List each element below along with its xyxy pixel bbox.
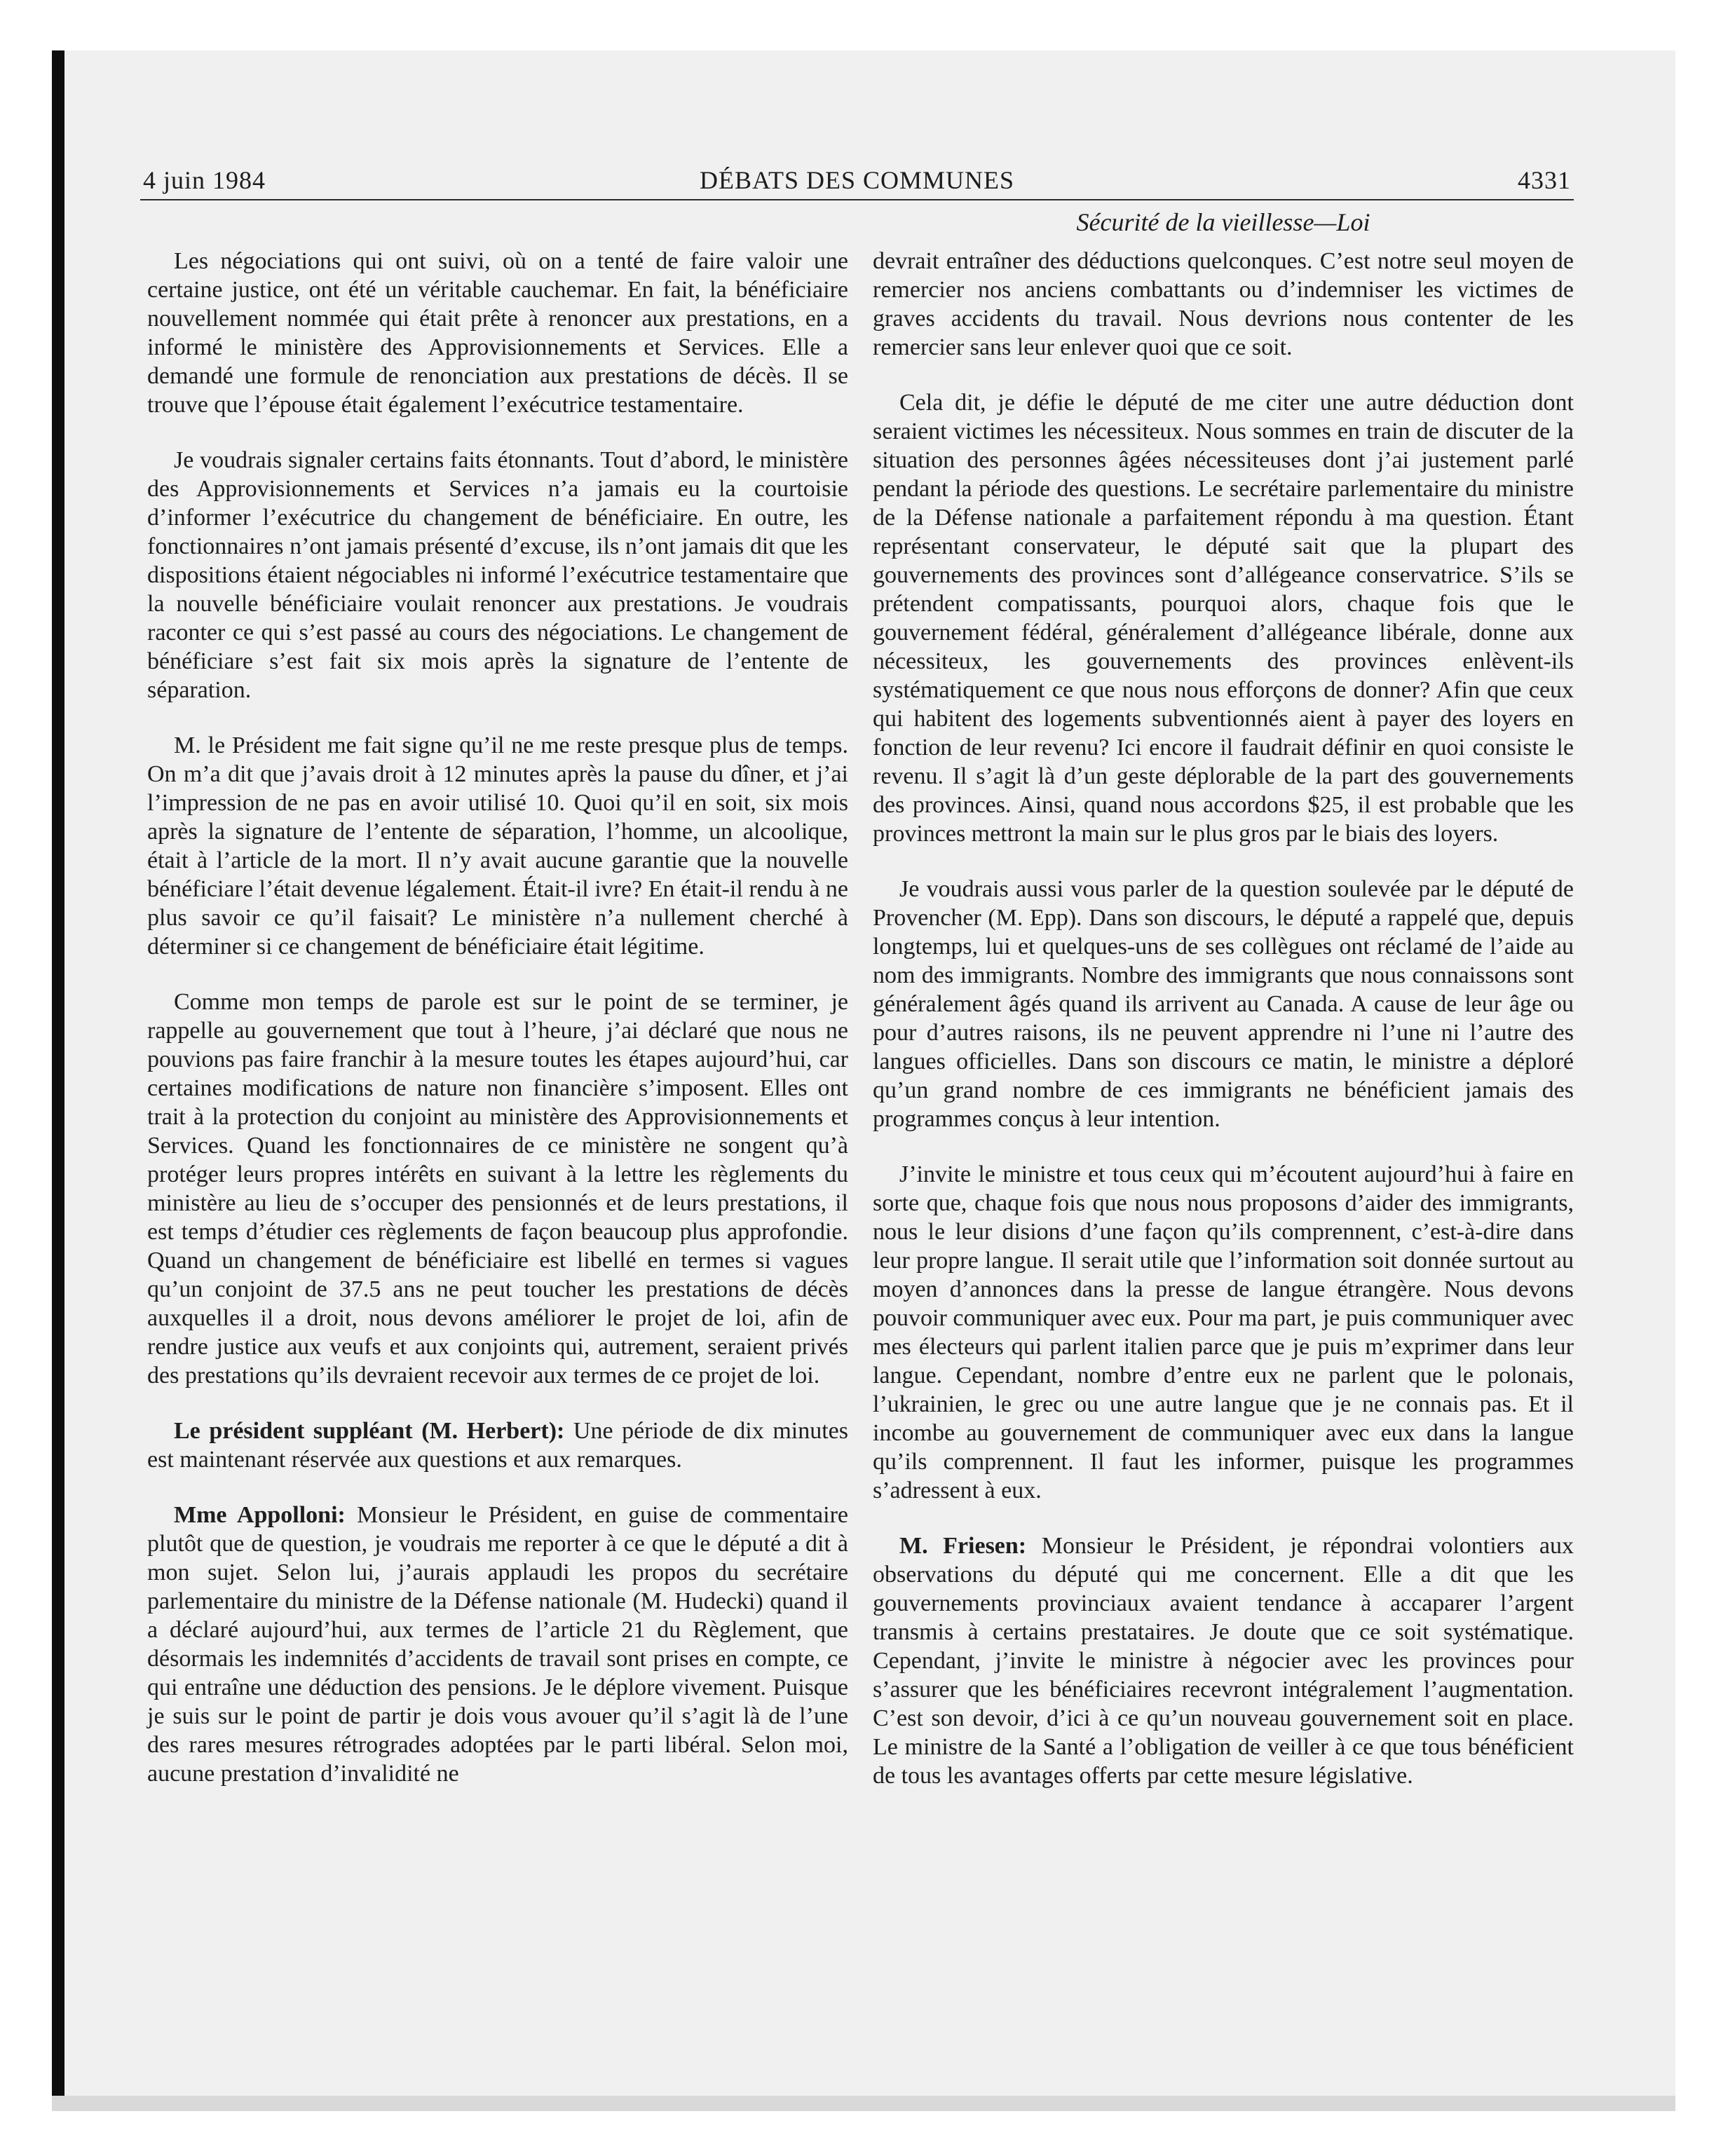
speaker-name: Le président suppléant (M. Herbert): bbox=[174, 1418, 565, 1444]
scan-dark-edge bbox=[52, 50, 64, 2110]
paragraph: Cela dit, je défie le député de me citer une autre déduction dont seraient victimes les nécessiteux. Nous sommes en train de discuter de la situation des personnes âgées nécessiteuses dont j’ai justement parlé pendant la période des questions. Le secrétaire parlementaire du ministre de la Défense nationale a parfaitement répondu à ma question. Étant représentant conservateur, le député sait que la plupart des gouvernements des provinces sont d’allégeance conservatrice. S’ils se prétendent compatissants, pourquoi alors, chaque fois que le gouvernement fédéral, généralement d’allégeance libérale, donne aux nécessiteux, les gouvernements des provinces enlèvent-ils systématiquement ce que nous nous efforçons de donner? Afin que ceux qui habitent des logements subventionnés aient à payer des loyers en fonction de leur revenu? Ici encore il faudrait définir en quoi consiste le revenu. Il s’agit là d’un geste déplorable de la part des gouvernements des provinces. Ainsi, quand nous accordons $25, il est probable que les provinces mettront la main sur le plus gros par le biais des loyers. bbox=[873, 390, 1574, 847]
left-column bbox=[147, 247, 848, 1815]
paragraph bbox=[147, 1501, 848, 1788]
paragraph bbox=[873, 1531, 1574, 1790]
paragraph bbox=[147, 1417, 848, 1474]
speaker-name: M. Friesen: bbox=[899, 1533, 1027, 1559]
section-title: Sécurité de la vieillesse—Loi bbox=[1076, 208, 1370, 236]
paragraph: Comme mon temps de parole est sur le point de se terminer, je rappelle au gouvernement que tout à l’heure, j’ai déclaré que nous ne pouvions pas faire franchir à la mesure toutes les étapes aujourd’hui, car certaines modifications de nature non financière s’imposent. Elles ont trait à la protection du conjoint au ministère des Approvisionnements et Services. Quand les fonctionnaires de ce ministère ne songent qu’à protéger leurs propres intérêts en suivant à la lettre les règlements du ministère au lieu de s’occuper des pensionnés et de leurs prestations, il est temps d’étudier ces règlements de façon beaucoup plus approfondie. Quand un changement de bénéficiaire est libellé en termes si vagues qu’un conjoint de 37.5 ans ne peut toucher les prestations de décès auxquelles il a droit, nous devons améliorer le projet de loi, afin de rendre justice aux veufs et aux conjoints qui, autrement, seraient privés des prestations qu’ils devraient recevoir aux termes de ce projet de loi. bbox=[147, 989, 848, 1389]
paragraph: M. le Président me fait signe qu’il ne me reste presque plus de temps. On m’a dit que j’avais droit à 12 minutes après la pause du dîner, et j’ai l’impression de ne pas en avoir utilisé 10. Quoi qu’il en soit, six mois après la signature de l’entente de séparation, l’homme, un alcoolique, était à l’article de la mort. Il n’y avait aucune garantie que la nouvelle bénéficiare l’était devenue légalement. Était-il ivre? En était-il rendu à ne plus savoir ce qu’il faisait? Le ministère n’a nullement cherché à déterminer si ce changement de bénéficiaire était légitime. bbox=[147, 732, 848, 960]
speech-text: Une période de dix minutes est maintenant réservée aux questions et aux remarques. bbox=[147, 1418, 848, 1473]
speaker-name: Mme Appolloni: bbox=[174, 1502, 346, 1528]
right-column bbox=[873, 247, 1574, 1817]
header-date: 4 juin 1984 bbox=[143, 166, 266, 194]
paragraph: Les négociations qui ont suivi, où on a tenté de faire valoir une certaine justice, ont été un véritable cauchemar. En fait, la bénéficiaire nouvellement nommée qui était prête à renoncer aux prestations, en a informé le ministère des Approvisionnements et Services. Elle a demandé une formule de renonciation aux prestations de décès. Il se trouve que l’épouse était également l’exécutrice testamentaire. bbox=[147, 248, 848, 418]
speech-text: Monsieur le Président, je répondrai volontiers aux observations du député qui me concernent. Elle a dit que les gouvernements provinciaux avaient tendance à accaparer l’argent transmis à certains prestataires. Je doute que ce soit systématique. Cependant, j’invite le ministre à négocier avec les provinces pour s’assurer que les bénéficiaires recevront intégralement l’augmentation. C’est son devoir, d’ici à ce qu’un nouveau gouvernement soit en place. Le ministre de la Santé a l’obligation de veiller à ce que tous bénéficient de tous les avantages offerts par cette mesure législative. bbox=[873, 1533, 1574, 1789]
header-publication: DÉBATS DES COMMUNES bbox=[699, 166, 1015, 194]
paragraph: Je voudrais signaler certains faits étonnants. Tout d’abord, le ministère des Approvisionnements et Services n’a jamais eu la courtoisie d’informer l’exécutrice du changement de bénéficiaire. En outre, les fonctionnaires n’ont jamais présenté d’excuse, ils n’ont jamais dit que les dispositions étaient négociables ni informé l’exécutrice testamentaire que la nouvelle bénéficiaire voulait renoncer aux prestations. Je voudrais raconter ce qui s’est passé au cours des négociations. Le changement de bénéficiare s’est fait six mois après la signature de l’entente de séparation. bbox=[147, 447, 848, 703]
paragraph: Je voudrais aussi vous parler de la question soulevée par le député de Provencher (M. Epp). Dans son discours, le député a rappelé que, depuis longtemps, lui et quelques-uns de ses collègues ont réclamé de l’aide au nom des immigrants. Nombre des immigrants que nous connaissons sont généralement âgés quand ils arrivent au Canada. A cause de leur âge ou pour d’autres raisons, ils ne peuvent apprendre ni l’une ni l’autre des langues officielles. Dans son discours ce matin, le ministre a déploré qu’un grand nombre de ces immigrants ne bénéficient jamais des programmes conçus à leur intention. bbox=[873, 876, 1574, 1132]
paragraph: devrait entraîner des déductions quelconques. C’est notre seul moyen de remercier nos anciens combattants ou d’indemniser les victimes de graves accidents du travail. Nous devrions nous contenter de les remercier sans leur enlever quoi que ce soit. bbox=[873, 248, 1574, 360]
running-head bbox=[140, 160, 1574, 200]
scan-bottom-edge bbox=[52, 2096, 1675, 2111]
paragraph: J’invite le ministre et tous ceux qui m’écoutent aujourd’hui à faire en sorte que, chaque fois que nous nous proposons d’aider des immigrants, nous le leur disions d’une façon qu’ils comprennent, c’est-à-dire dans leur propre langue. Il serait utile que l’information soit donnée surtout au moyen d’annonces dans la presse de langue étrangère. Nous devons pouvoir communiquer avec eux. Pour ma part, je puis communiquer avec mes électeurs qui parlent italien parce que je puis m’exprimer dans leur langue. Cependant, nombre d’entre eux ne parlent que le polonais, l’ukrainien, le grec ou une autre langue que je ne connais pas. Et il incombe au gouvernement de communiquer avec eux dans la langue qu’ils comprennent. Il faut les informer, puisque les programmes s’adressent à eux. bbox=[873, 1161, 1574, 1503]
header-page-number: 4331 bbox=[1518, 166, 1571, 194]
speech-text: Monsieur le Président, en guise de commentaire plutôt que de question, je voudrais me reporter à ce que le député a dit à mon sujet. Selon lui, j’aurais applaudi les propos du secrétaire parlementaire du ministre de la Défense nationale (M. Hudecki) quand il a déclaré aujourd’hui, aux termes de l’article 21 du Règlement, que désormais les indemnités d’accidents de travail sont prises en compte, ce qui entraîne une déduction des pensions. Je le déplore vivement. Puisque je suis sur le point de partir je dois vous avouer qu’il s’agit là de l’une des rares mesures rétrogrades adoptées par le parti libéral. Selon moi, aucune prestation d’invalidité ne bbox=[147, 1502, 848, 1787]
